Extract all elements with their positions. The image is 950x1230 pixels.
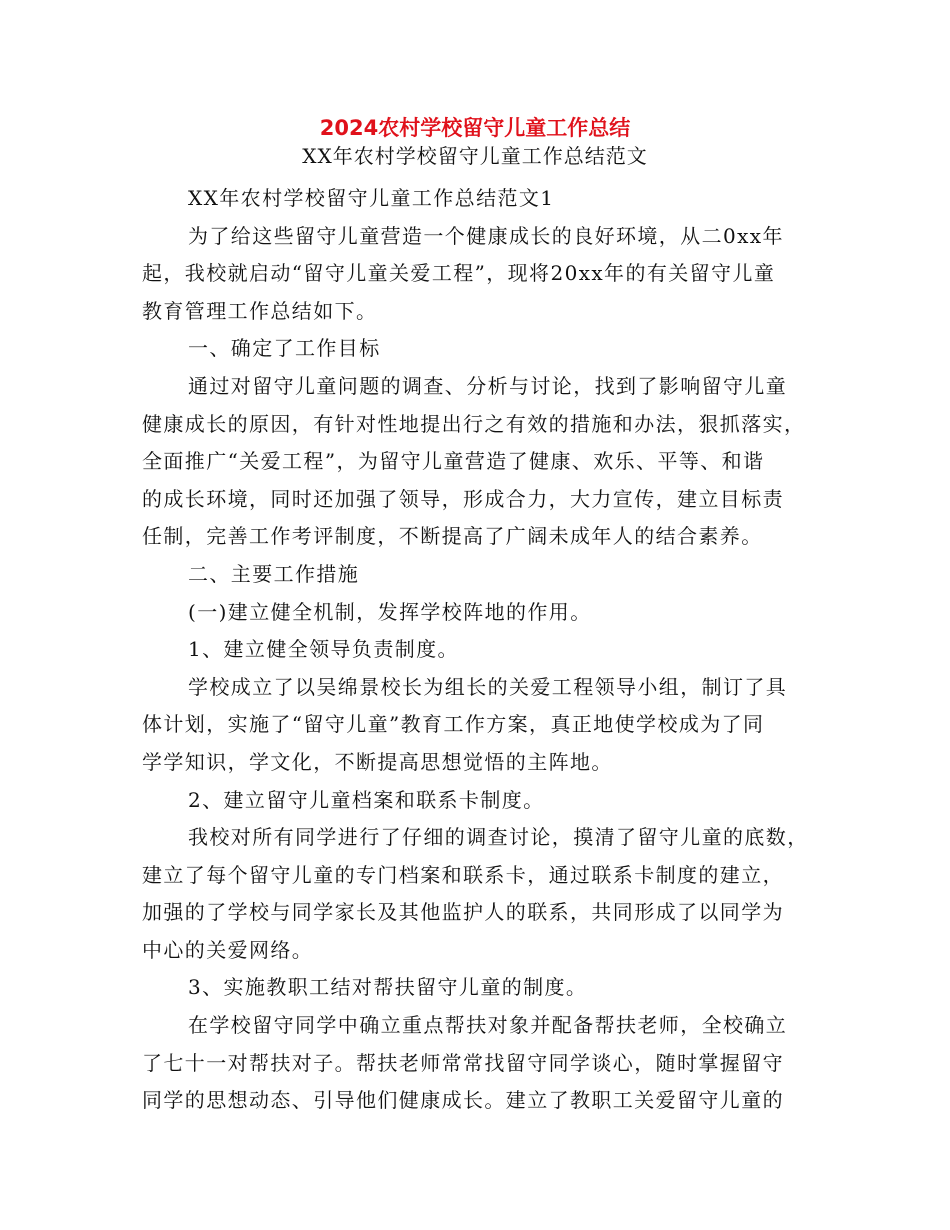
item-heading: 3、实施教职工结对帮扶留守儿童的制度。	[188, 975, 588, 1000]
item-heading: 1、建立健全领导负责制度。	[188, 637, 459, 662]
document-subtitle: XX年农村学校留守儿童工作总结范文	[302, 144, 648, 168]
paragraph-line: 体计划，实施了“留守儿童”教育工作方案，真正地使学校成为了同	[142, 712, 765, 737]
paragraph-line: 健康成长的原因，有针对性地提出行之有效的措施和办法，狠抓落实，	[142, 411, 806, 436]
paragraph-line: 同学的思想动态、引导他们健康成长。建立了教职工关爱留守儿童的	[142, 1088, 784, 1113]
paragraph-line: 全面推广“关爱工程”，为留守儿童营造了健康、欢乐、平等、和谐	[142, 449, 765, 474]
paragraph-line: 加强的了学校与同学家长及其他监护人的联系，共同形成了以同学为	[142, 900, 784, 925]
paragraph-line: 了七十一对帮扶对子。帮扶老师常常找留守同学谈心，随时掌握留守	[142, 1050, 784, 1075]
paragraph-line: 建立了每个留守儿童的专门档案和联系卡，通过联系卡制度的建立，	[142, 862, 784, 887]
section-heading: 一、确定了工作目标	[188, 336, 381, 361]
paragraph-line: 为了给这些留守儿童营造一个健康成长的良好环境，从二0xx年	[188, 223, 784, 248]
paragraph-line: 任制，完善工作考评制度，不断提高了广阔未成年人的结合素养。	[142, 524, 763, 549]
document-title: 2024农村学校留守儿童工作总结	[319, 116, 631, 140]
paragraph-line: 学学知识，学文化，不断提高思想觉悟的主阵地。	[142, 749, 613, 774]
item-heading: 2、建立留守儿童档案和联系卡制度。	[188, 787, 545, 812]
paragraph-line: 学校成立了以吴绵景校长为组长的关爱工程领导小组，制订了具	[188, 674, 788, 699]
section-heading: 二、主要工作措施	[188, 561, 360, 586]
paragraph-line: 在学校留守同学中确立重点帮扶对象并配备帮扶老师，全校确立	[188, 1013, 788, 1038]
paragraph-line: 我校对所有同学进行了仔细的调查讨论，摸清了留守儿童的底数，	[188, 825, 809, 850]
paragraph-line: 通过对留守儿童问题的调查、分析与讨论，找到了影响留守儿童	[188, 373, 788, 398]
paragraph-line: 起，我校就启动“留守儿童关爱工程”，现将20xx年的有关留守儿童	[142, 261, 776, 286]
paragraph-line: 的成长环境，同时还加强了领导，形成合力，大力宣传，建立目标责	[142, 486, 784, 511]
document-body	[142, 180, 812, 1120]
subsection-heading: (一)建立健全机制，发挥学校阵地的作用。	[188, 599, 592, 624]
section-heading: XX年农村学校留守儿童工作总结范文1	[188, 186, 555, 210]
paragraph-line: 教育管理工作总结如下。	[142, 298, 378, 323]
paragraph-line: 中心的关爱网络。	[142, 937, 314, 962]
